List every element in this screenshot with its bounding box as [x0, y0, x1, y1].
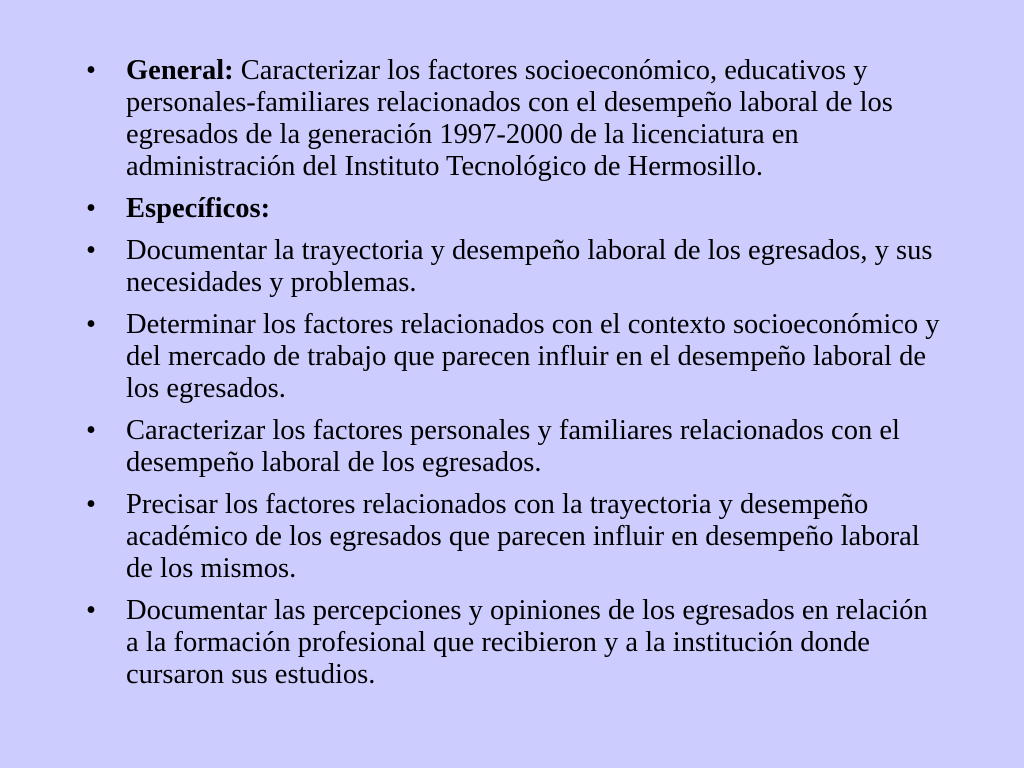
bullet-item-objective-4 — [86, 489, 946, 585]
bullet-text: Precisar los factores relacionados con la trayectoria y desempeño académico de los egresados que parecen influir en desempeño laboral de los mismos. — [126, 489, 920, 584]
bullet-text: Determinar los factores relacionados con el contexto socioeconómico y del mercado de trabajo que parecen influir en el desempeño laboral de los egresados. — [126, 309, 940, 404]
bullet-icon: • — [86, 489, 96, 520]
bullet-label: General: — [126, 55, 234, 86]
bullet-icon: • — [86, 415, 96, 446]
bullet-item-objective-2 — [86, 309, 946, 405]
bullet-text: Documentar las percepciones y opiniones de los egresados en relación a la formación profesional que recibieron y a la institución donde cursaron sus estudios. — [126, 595, 928, 690]
bullet-icon: • — [86, 193, 96, 224]
bullet-text: Documentar la trayectoria y desempeño laboral de los egresados, y sus necesidades y problemas. — [126, 235, 933, 298]
objectives-bullet-list — [86, 55, 946, 701]
bullet-icon: • — [86, 235, 96, 266]
bullet-item-general — [86, 55, 946, 183]
bullet-item-objective-1 — [86, 235, 946, 299]
bullet-icon: • — [86, 55, 96, 86]
bullet-item-objective-5 — [86, 595, 946, 691]
bullet-label: Específicos: — [126, 193, 271, 224]
bullet-icon: • — [86, 309, 96, 340]
bullet-icon: • — [86, 595, 96, 626]
bullet-item-especificos — [86, 193, 946, 225]
bullet-text: Caracterizar los factores socioeconómico, educativos y personales-familiares relacionados con el desempeño laboral de los egresados de la generación 1997-2000 de la licenciatura en administración del Instituto Tecnológico de Hermosillo. — [126, 55, 893, 182]
bullet-text: Caracterizar los factores personales y familiares relacionados con el desempeño laboral de los egresados. — [126, 415, 900, 478]
bullet-item-objective-3 — [86, 415, 946, 479]
